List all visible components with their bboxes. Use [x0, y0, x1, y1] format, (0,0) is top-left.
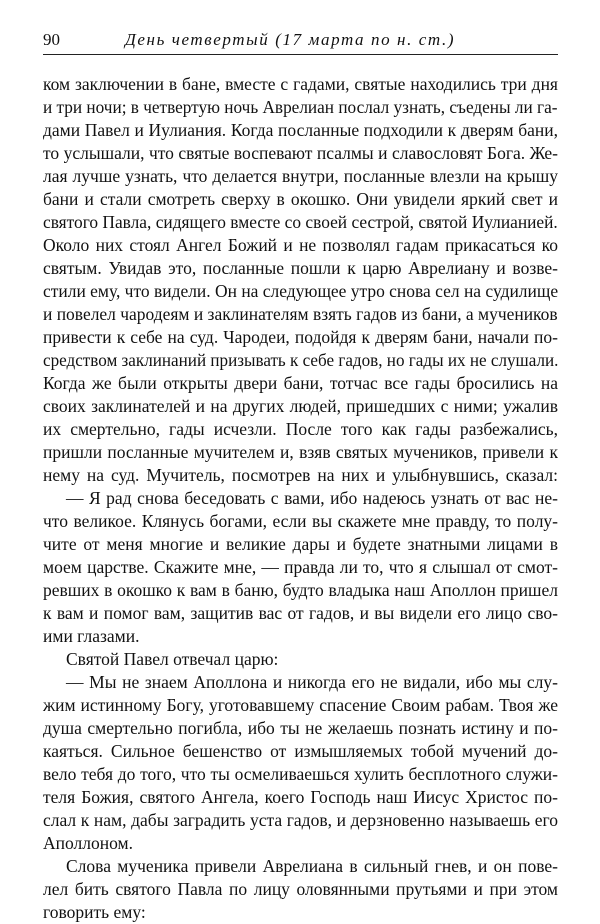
- text-line: и повелел чародеям и заклинателям взять гадов из бани, а мучеников: [43, 304, 558, 324]
- text-line: моем царстве. Скажите мне, — правда ли то, что я слышал от смот-: [43, 557, 558, 577]
- text-line: средством заклинаний призывать к себе гадов, но гады их не слушали.: [43, 350, 559, 370]
- text-line: своих заклинателей и на других людей, пришедших с ними; ужалив: [43, 396, 558, 416]
- text-line: вело тебя до того, что ты осмеливаешься хулить бесплотного служи-: [43, 764, 558, 784]
- text-line: что великое. Клянусь богами, если вы скажете мне правду, то полу-: [43, 511, 558, 531]
- running-header: [43, 28, 558, 55]
- text-line: их смертельно, гады исчезли. После того как гады разбежались,: [43, 419, 558, 439]
- text-line: привести к себе на суд. Чародеи, подойдя к дверям бани, начали по-: [43, 327, 558, 347]
- text-line: лел бить святого Павла по лицу оловянными прутьями и при этом: [43, 879, 558, 899]
- text-line: чите от меня многие и великие дары и будете знатными лицами в: [43, 534, 558, 554]
- text-line: бани и стали смотреть сверху в окошко. Они увидели яркий свет и: [43, 189, 558, 209]
- text-line: ком заключении в бане, вместе с гадами, святые находились три дня: [43, 74, 558, 94]
- page-number: 90: [43, 30, 60, 49]
- text-line: нему на суд. Мучитель, посмотрев на них и улыбнувшись, сказал:: [43, 465, 558, 485]
- text-line: каяться. Сильное бешенство от измышляемых тобой мучений до-: [43, 741, 558, 761]
- text-line: ими глазами.: [43, 626, 140, 646]
- text-line: душа смертельно погибла, ибо ты не желаешь познать истину и по-: [43, 718, 558, 738]
- text-line: Слова мученика привели Аврелиана в сильный гнев, и он пове-: [66, 856, 558, 876]
- text-line: — Мы не знаем Аполлона и никогда его не видали, ибо мы слу-: [66, 672, 558, 692]
- running-title: День четвертый (17 марта по н. ст.): [125, 30, 456, 49]
- text-line: святого Павла, сидящего вместе со своей сестрой, святой Иулианией.: [43, 212, 558, 232]
- text-line: дами Павел и Иулиания. Когда посланные подходили к дверям бани,: [43, 120, 558, 140]
- text-line: святым. Увидав это, посланные пошли к царю Аврелиану и возве-: [43, 258, 558, 278]
- text-line: Святой Павел отвечал царю:: [66, 649, 279, 669]
- text-line: лая лучше узнать, что делается внутри, посланные влезли на крышу: [43, 166, 558, 186]
- text-line: к вам и помог вам, защитив вас от гадов, и вы видели его лицо сво-: [43, 603, 558, 623]
- text-line: ревших в окошко к вам в баню, будто владыка наш Аполлон пришел: [43, 580, 558, 600]
- page-body-text: [43, 73, 558, 924]
- text-line: стили ему, что видели. Он на следующее утро снова сел на судилище: [43, 281, 559, 301]
- text-line: Аполлоном.: [43, 833, 133, 853]
- text-line: — Я рад снова беседовать с вами, ибо надеюсь узнать от вас не-: [66, 488, 558, 508]
- text-line: то услышали, что святые воспевают псалмы и славословят Бога. Же-: [43, 143, 558, 163]
- text-line: и три ночи; в четвертую ночь Аврелиан послал узнать, съедены ли га-: [43, 97, 558, 117]
- text-line: слал к нам, дабы заградить уста гадов, и дерзновенно называешь его: [43, 810, 558, 830]
- text-line: пришли посланные мучителем и, взяв святых мучеников, привели к: [43, 442, 558, 462]
- text-line: говорить ему:: [43, 902, 146, 922]
- text-line: Около них стоял Ангел Божий и не позволял гадам прикасаться ко: [43, 235, 558, 255]
- text-line: Когда же были открыты двери бани, тотчас все гады бросились на: [43, 373, 558, 393]
- text-line: теля Божия, святого Ангела, коего Господь наш Иисус Христос по-: [43, 787, 558, 807]
- text-line: жим истинному Богу, уготовавшему спасение Своим рабам. Твоя же: [43, 695, 558, 715]
